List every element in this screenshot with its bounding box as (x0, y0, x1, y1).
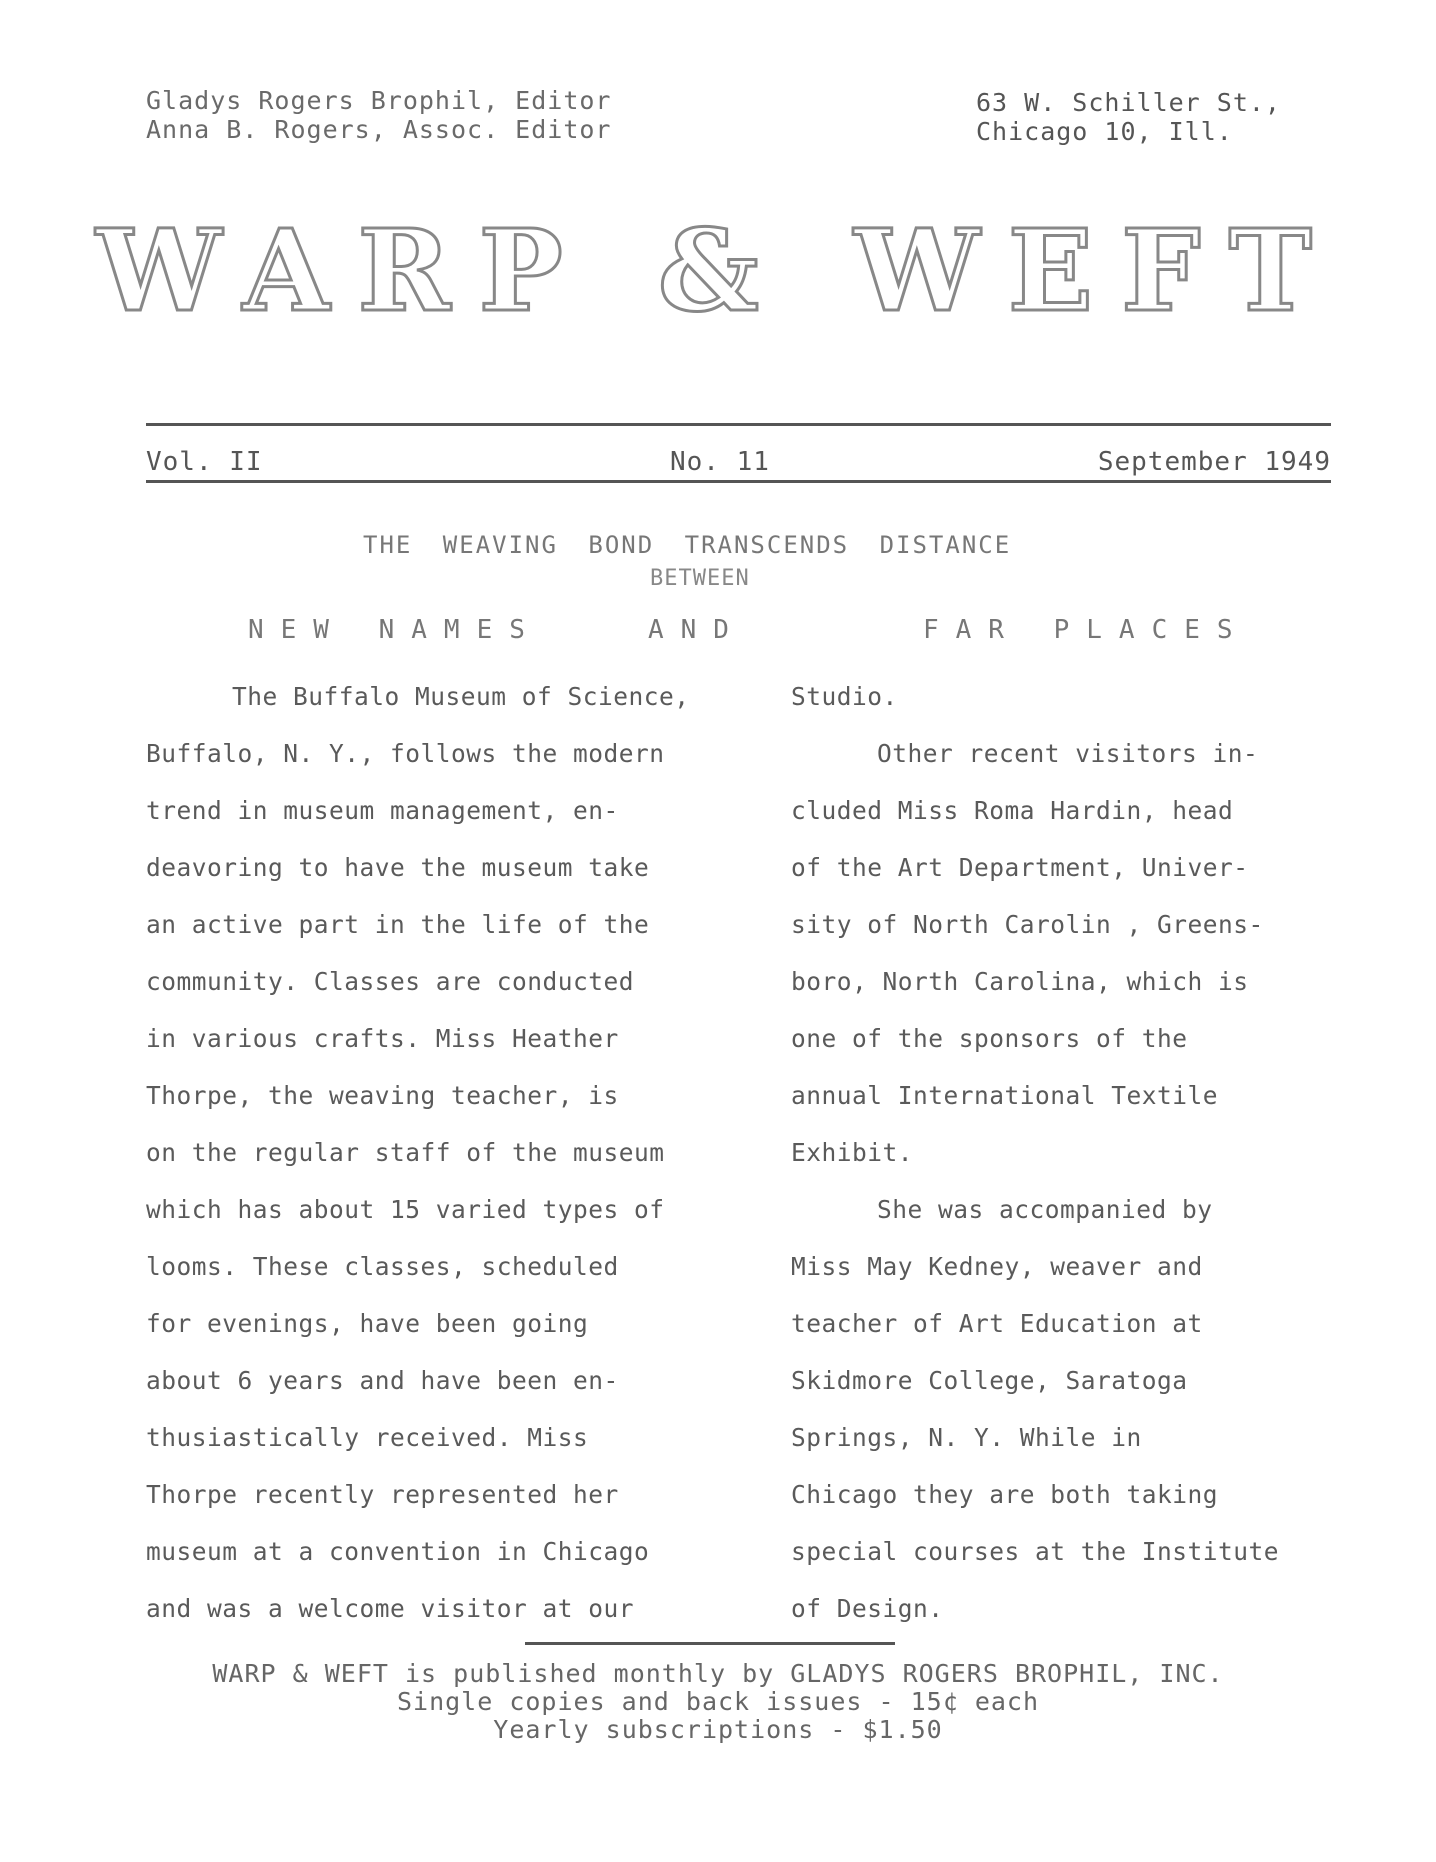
text-line: museum at a convention in Chicago (146, 1537, 650, 1566)
text-line: of the Art Department, Univer- (791, 853, 1249, 882)
text-line: thusiastically received. Miss (146, 1423, 589, 1452)
single-copy-price: Single copies and back issues - 15¢ each (396, 1687, 1040, 1716)
editor-block (146, 86, 612, 144)
text-line: which has about 15 varied types of (146, 1195, 665, 1224)
subtitle-part: NEW NAMES (248, 615, 542, 645)
text-line: and was a welcome visitor at our (146, 1594, 635, 1623)
publisher-line: WARP & WEFT is published monthly by GLADYS ROGERS BROPHIL, INC. (212, 1659, 1224, 1688)
assoc-editor-name: Anna B. Rogers, Assoc. Editor (146, 115, 612, 144)
text-line: sity of North Carolin , Greens- (791, 910, 1264, 939)
subscription-price: Yearly subscriptions - $1.50 (493, 1715, 943, 1744)
text-line: Miss May Kedney, weaver and (791, 1252, 1203, 1281)
footer-rule (525, 1642, 895, 1645)
address-street: 63 W. Schiller St., (976, 88, 1281, 117)
article-title-continuation: BETWEEN (650, 566, 750, 591)
text-line: Other recent visitors in- (877, 739, 1259, 768)
top-rule (146, 423, 1331, 426)
text-line: Studio. (791, 682, 898, 711)
text-line: one of the sponsors of the (791, 1024, 1188, 1053)
text-line: Buffalo, N. Y., follows the modern (146, 739, 665, 768)
volume-label: Vol. II (146, 447, 263, 477)
text-line: boro, North Carolina, which is (791, 967, 1249, 996)
text-line: cluded Miss Roma Hardin, head (791, 796, 1234, 825)
text-line: special courses at the Institute (791, 1537, 1280, 1566)
text-line: Exhibit. (791, 1138, 914, 1167)
text-line: Thorpe, the weaving teacher, is (146, 1081, 619, 1110)
text-line: Thorpe recently represented her (146, 1480, 619, 1509)
text-line: The Buffalo Museum of Science, (232, 682, 690, 711)
address-city: Chicago 10, Ill. (976, 117, 1233, 146)
text-line: deavoring to have the museum take (146, 853, 650, 882)
bottom-rule (146, 480, 1331, 483)
right-column (791, 668, 1351, 1637)
issue-date: September 1949 (1097, 447, 1331, 477)
subtitle-part: AND (648, 615, 746, 645)
subtitle-part: FAR PLACES (923, 615, 1250, 645)
editor-name: Gladys Rogers Brophil, Editor (146, 86, 612, 115)
text-line: in various crafts. Miss Heather (146, 1024, 619, 1053)
publication-footer (0, 1660, 1436, 1744)
text-line: Chicago they are both taking (791, 1480, 1219, 1509)
text-line: teacher of Art Education at (791, 1309, 1203, 1338)
text-line: looms. These classes, scheduled (146, 1252, 619, 1281)
text-line: Skidmore College, Saratoga (791, 1366, 1188, 1395)
text-line: trend in museum management, en- (146, 796, 619, 825)
text-line: of Design. (791, 1594, 944, 1623)
text-line: She was accompanied by (877, 1195, 1213, 1224)
text-line: community. Classes are conducted (146, 967, 635, 996)
text-line: an active part in the life of the (146, 910, 650, 939)
text-line: Springs, N. Y. While in (791, 1423, 1142, 1452)
address-block (976, 88, 1281, 146)
text-line: about 6 years and have been en- (146, 1366, 619, 1395)
text-line: for evenings, have been going (146, 1309, 589, 1338)
text-line: annual International Textile (791, 1081, 1219, 1110)
issue-number: No. 11 (670, 447, 770, 477)
masthead-title: WARP & WEFT (96, 206, 1340, 337)
text-line: on the regular staff of the museum (146, 1138, 665, 1167)
left-column (146, 668, 736, 1637)
article-title: THE WEAVING BOND TRANSCENDS DISTANCE (363, 531, 1012, 559)
